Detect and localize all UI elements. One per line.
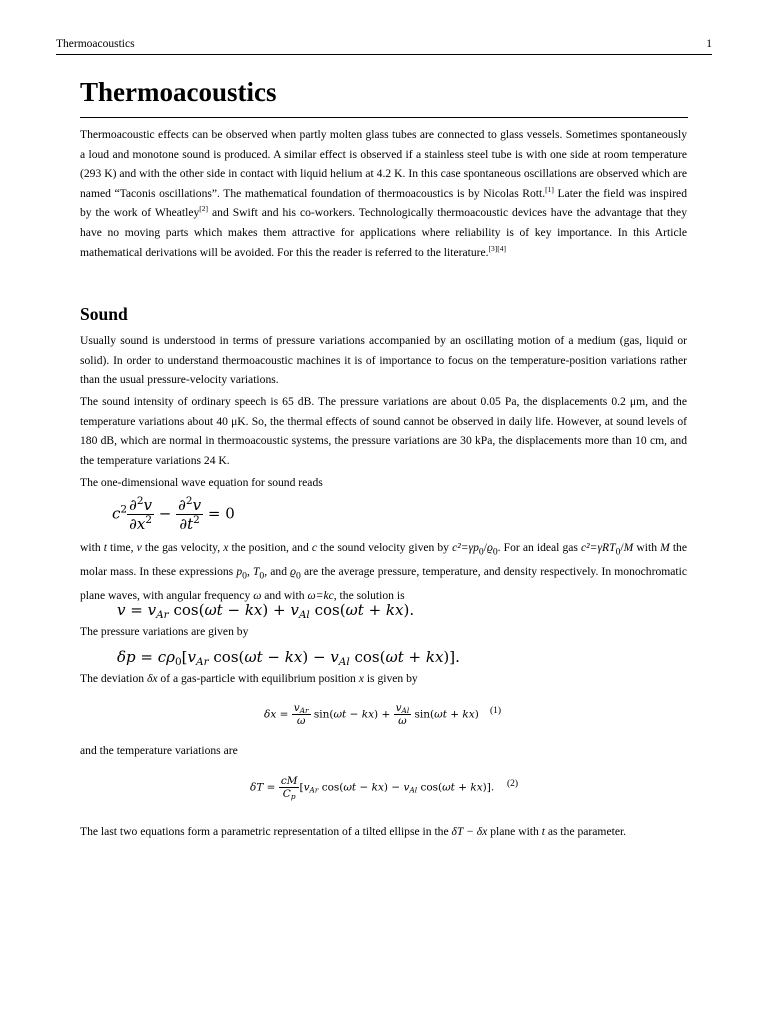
citation-link[interactable]: [2] xyxy=(199,204,209,214)
sound-paragraph-1: Usually sound is understood in terms of pressure variations accompanied by an oscillating motion of a medium (gas, liquid or solid). In order to understand thermoacoustic machines it is of importance to focus on the temperature-position variations rather than the usual pressure-velocity variations. xyxy=(80,334,687,387)
sound-paragraph-4: with t time, v the gas velocity, x the position, and c the sound velocity given by $c^2=\gamma p_0/ϱ_0$. For an ideal gas c²=γRT$_0$/M with M the molar mass. In these expressions $p_0$, $T_0$, and $ϱ_0$ are the average pressure, temperature, and density respectively. In monochromatic plane waves, with angular frequency ω and with ω=kc, the solution is xyxy=(80,541,688,602)
running-title: Thermoacoustics xyxy=(56,38,135,50)
intro-paragraph: Thermoacoustic effects can be observed when partly molten glass tubes are connected to glass vessels. Sometimes spontaneously a loud and monotone sound is produced. A similar effect is observed if a stainless steel tube is with one side at room temperature (293 K) and with the other side in contact with liquid helium at 4.2 K. In this case spontaneous oscillations are observed which are named “Taconis oscillations”. The mathematical foundation of thermoacoustics is by Nicolas Rott.[1] Later the field was inspired by the work of Wheatley[2] and Swift and his co-workers. Technologically thermoacoustic devices have the advantage that they have no moving parts which makes them attractive for applications where reliability is of key importance. In this Article mathematical derivations will be avoided. For this the reader is referred to the literature.[3][4] xyxy=(80,128,687,259)
sound-paragraph-7: and the temperature variations are xyxy=(80,744,238,757)
title-rule xyxy=(80,117,688,118)
citation-link[interactable]: [1] xyxy=(545,184,554,194)
page-number: 1 xyxy=(706,38,712,50)
sound-paragraph-6: The deviation δx of a gas-particle with equilibrium position x is given by xyxy=(80,672,418,685)
sound-paragraph-2: The sound intensity of ordinary speech is 65 dB. The pressure variations are about 0.05 Pa, the displacements 0.2 μm, and the temperature variations about 40 μK. So, the thermal effects of sound cannot be observed in daily life. However, at sound levels of 180 dB, which are normal in thermoacoustic systems, the pressure variations are 30 kPa, the displacements more than 10 cm, and the temperature variations 24 K. xyxy=(80,395,687,467)
sound-paragraph-5: The pressure variations are given by xyxy=(80,625,249,638)
pressure-variation-equation: $\delta p = c\rho_0[v_{Ar}$ $\cos(\omega t - kx) - v_{Al}$ cos(ωt + kx)]. xyxy=(117,648,460,669)
citation-link[interactable]: [3][4] xyxy=(488,243,507,253)
sound-paragraph-8: The last two equations form a parametric representation of a tilted ellipse in the δT − δx plane with t as the parameter. xyxy=(80,825,627,838)
wave-equation: $c^2$ $\frac{\partial^2v}{\partial x^2}$ − $\frac{\partial^2v}{\partial t^2}$ = 0 xyxy=(112,495,235,533)
header-rule xyxy=(56,54,712,55)
sound-paragraph-3: The one-dimensional wave equation for sound reads xyxy=(80,476,323,489)
page-title: Thermoacoustics xyxy=(80,77,277,107)
equation-number: (1) xyxy=(490,706,502,716)
section-heading-sound: Sound xyxy=(80,304,128,324)
velocity-solution-equation: $v = v_{Ar}$ $\cos(\omega t - kx) + v_{Al}$ cos(ωt + kx). xyxy=(117,601,415,622)
displacement-equation: δx = $\frac{v_{Ar}}{\omega}$ sin(ωt − kx) + $\frac{v_{Al}}{\omega}$ sin(ωt + kx) xyxy=(264,702,479,727)
temperature-variation-equation: δT = $\frac{cM}{C_p}$ [$v_{Ar}$ $\cos(\omega t - kx) - v_{Al}$ cos(ωt + kx)]. xyxy=(250,775,495,802)
equation-number: (2) xyxy=(507,779,519,789)
